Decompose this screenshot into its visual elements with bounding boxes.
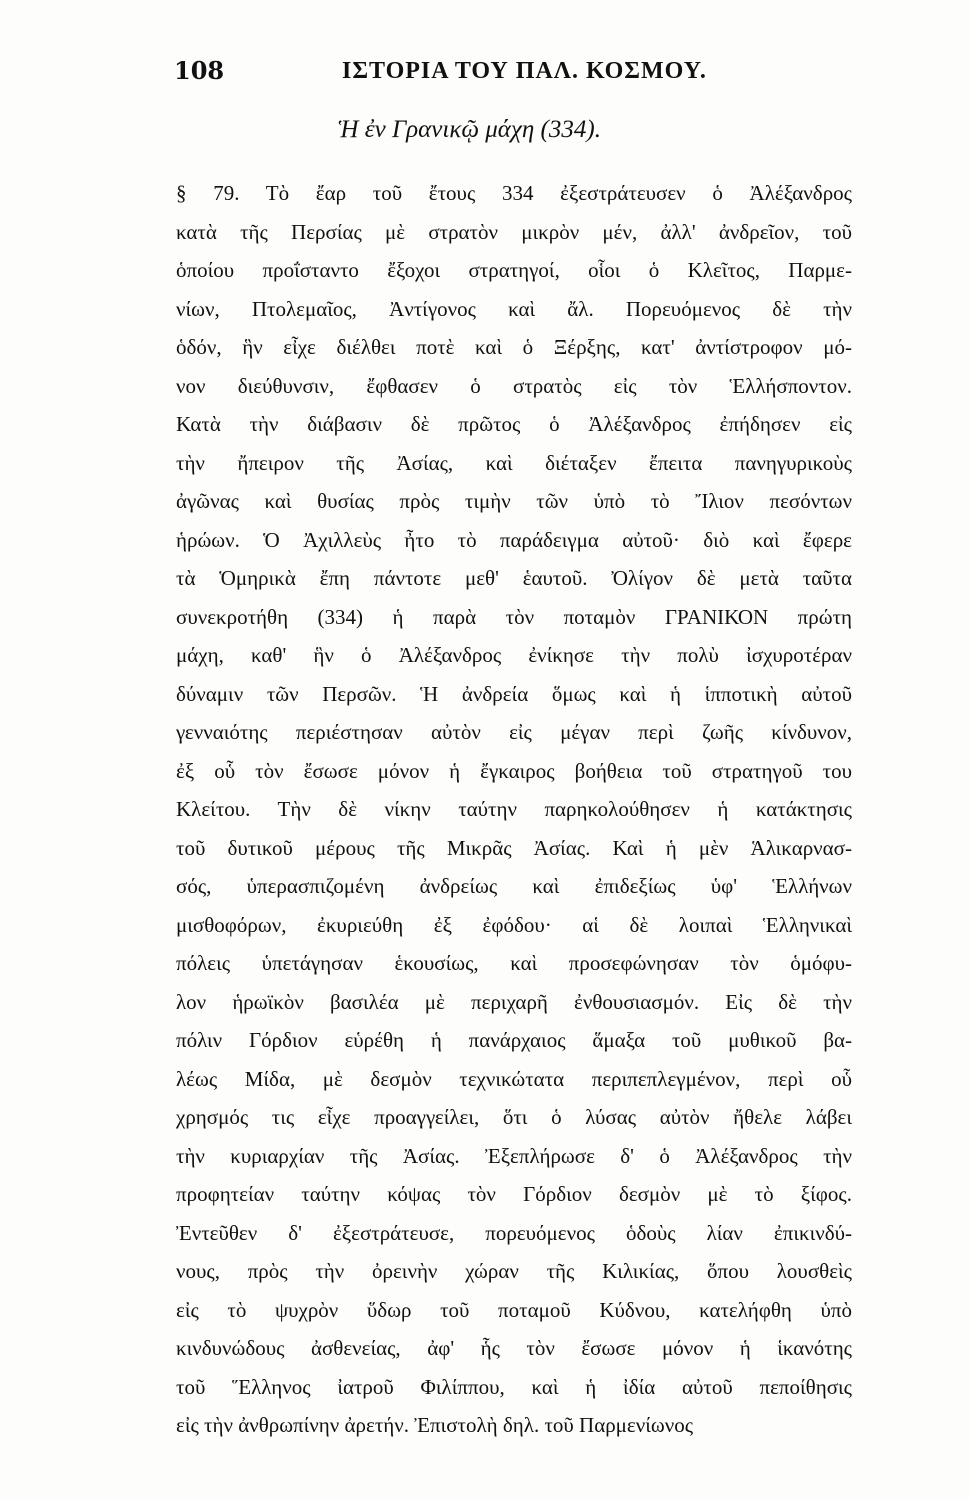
text-line: ἡρώων. Ὁ Ἀχιλλεὺς ἦτο τὸ παράδειγμα αὐτοῦ· διὸ καὶ ἔφερε — [176, 527, 852, 552]
text-line: προφητείαν ταύτην κόψας τὸν Γόρδιον δεσμὸν μὲ τὸ ξίφος. — [176, 1182, 852, 1206]
text-line: Κατὰ τὴν διάβασιν δὲ πρῶτος ὁ Ἀλέξανδρος ἐπήδησεν εἰς — [176, 412, 852, 436]
text-line: δύναμιν τῶν Περσῶν. Ἡ ἀνδρεία ὅμως καὶ ἡ ἱπποτικὴ αὐτοῦ — [176, 681, 852, 706]
text-line: λέως Μίδα, μὲ δεσμὸν τεχνικώτατα περιπεπλεγμένον, περὶ οὗ — [176, 1066, 852, 1091]
text-line: τοῦ Ἕλληνος ἰατροῦ Φιλίππου, καὶ ἡ ἰδία αὐτοῦ πεποίθησις — [176, 1374, 852, 1399]
section-heading: Ἡ ἐν Γρανικῷ μάχη (334). — [338, 116, 601, 143]
text-line: πόλεις ὑπετάγησαν ἑκουσίως, καὶ προσεφώνησαν τὸν ὁμόφυ- — [176, 951, 852, 975]
text-line: εἰς τὴν ἀνθρωπίνην ἀρετήν. Ἐπιστολὴ δηλ. τοῦ Παρμενίωνος — [176, 1413, 694, 1437]
text-line: κινδυνώδους ἀσθενείας, ἀφ' ἧς τὸν ἔσωσε μόνον ἡ ἱκανότης — [176, 1336, 852, 1360]
page-number: 108 — [174, 56, 225, 85]
text-line: ὁποίου προΐσταντο ἔξοχοι στρατηγοί, οἷοι ὁ Κλεῖτος, Παρμε- — [176, 258, 852, 282]
text-line: τοῦ δυτικοῦ μέρους τῆς Μικρᾶς Ἀσίας. Καὶ ἡ μὲν Ἁλικαρνασ- — [176, 835, 852, 860]
text-line: Κλείτου. Τὴν δὲ νίκην ταύτην παρηκολούθησεν ἡ κατάκτησις — [176, 797, 852, 821]
text-line: κατὰ τῆς Περσίας μὲ στρατὸν μικρὸν μέν, ἀλλ' ἀνδρεῖον, τοῦ — [176, 219, 852, 244]
text-line: λον ἡρωϊκὸν βασιλέα μὲ περιχαρῆ ἐνθουσιασμόν. Εἰς δὲ τὴν — [176, 989, 852, 1014]
text-line: σός, ὑπερασπιζομένη ἀνδρείως καὶ ἐπιδεξίως ὑφ' Ἑλλήνων — [176, 874, 852, 898]
text-line: νον διεύθυνσιν, ἔφθασεν ὁ στρατὸς εἰς τὸν Ἑλλήσποντον. — [176, 373, 852, 398]
text-line: ἐξ οὗ τὸν ἔσωσε μόνον ἡ ἔγκαιρος βοήθεια τοῦ στρατηγοῦ του — [176, 758, 852, 783]
text-line: § 79. Τὸ ἔαρ τοῦ ἔτους 334 ἐξεστράτευσεν ὁ Ἀλέξανδρος — [176, 181, 852, 205]
text-line: πόλιν Γόρδιον εὑρέθη ἡ πανάρχαιος ἅμαξα τοῦ μυθικοῦ βα- — [176, 1028, 852, 1052]
text-line: τὴν κυριαρχίαν τῆς Ἀσίας. Ἐξεπλήρωσε δ' ὁ Ἀλέξανδρος τὴν — [176, 1143, 852, 1168]
text-line: εἰς τὸ ψυχρὸν ὕδωρ τοῦ ποταμοῦ Κύδνου, κατελήφθη ὑπὸ — [176, 1297, 852, 1322]
text-line: γενναιότης περιέστησαν αὐτὸν εἰς μέγαν περὶ ζωῆς κίνδυνον, — [176, 720, 852, 744]
text-line: συνεκροτήθη (334) ἡ παρὰ τὸν ποταμὸν ΓΡΑΝΙΚΟΝ πρώτη — [176, 604, 852, 629]
text-line: μισθοφόρων, ἐκυριεύθη ἐξ ἐφόδου· αἱ δὲ λοιπαὶ Ἑλληνικαὶ — [176, 912, 852, 937]
page-header — [174, 56, 854, 96]
text-line: ἀγῶνας καὶ θυσίας πρὸς τιμὴν τῶν ὑπὸ τὸ Ἴλιον πεσόντων — [176, 489, 852, 513]
text-line: Ἐντεῦθεν δ' ἐξεστράτευσε, πορευόμενος ὁδοὺς λίαν ἐπικινδύ- — [176, 1220, 852, 1245]
text-line: τὰ Ὁμηρικὰ ἔπη πάντοτε μεθ' ἑαυτοῦ. Ὀλίγον δὲ μετὰ ταῦτα — [176, 566, 852, 590]
text-line: νους, πρὸς τὴν ὀρεινὴν χώραν τῆς Κιλικίας, ὅπου λουσθεὶς — [176, 1259, 852, 1283]
text-line: νίων, Πτολεμαῖος, Ἀντίγονος καὶ ἄλ. Πορευόμενος δὲ τὴν — [176, 296, 852, 321]
text-line: τὴν ἤπειρον τῆς Ἀσίας, καὶ διέταξεν ἔπειτα πανηγυρικοὺς — [176, 450, 852, 475]
text-line: μάχη, καθ' ἣν ὁ Ἀλέξανδρος ἐνίκησε τὴν πολὺ ἰσχυροτέραν — [176, 643, 852, 667]
running-head: ΙΣΤΟΡΙΑ ΤΟΥ ΠΑΛ. ΚΟΣΜΟΥ. — [342, 58, 707, 84]
text-line: ὁδόν, ἣν εἶχε διέλθει ποτὲ καὶ ὁ Ξέρξης, κατ' ἀντίστροφον μό- — [176, 335, 852, 359]
text-line: χρησμός τις εἶχε προαγγείλει, ὅτι ὁ λύσας αὐτὸν ἤθελε λάβει — [176, 1105, 852, 1129]
